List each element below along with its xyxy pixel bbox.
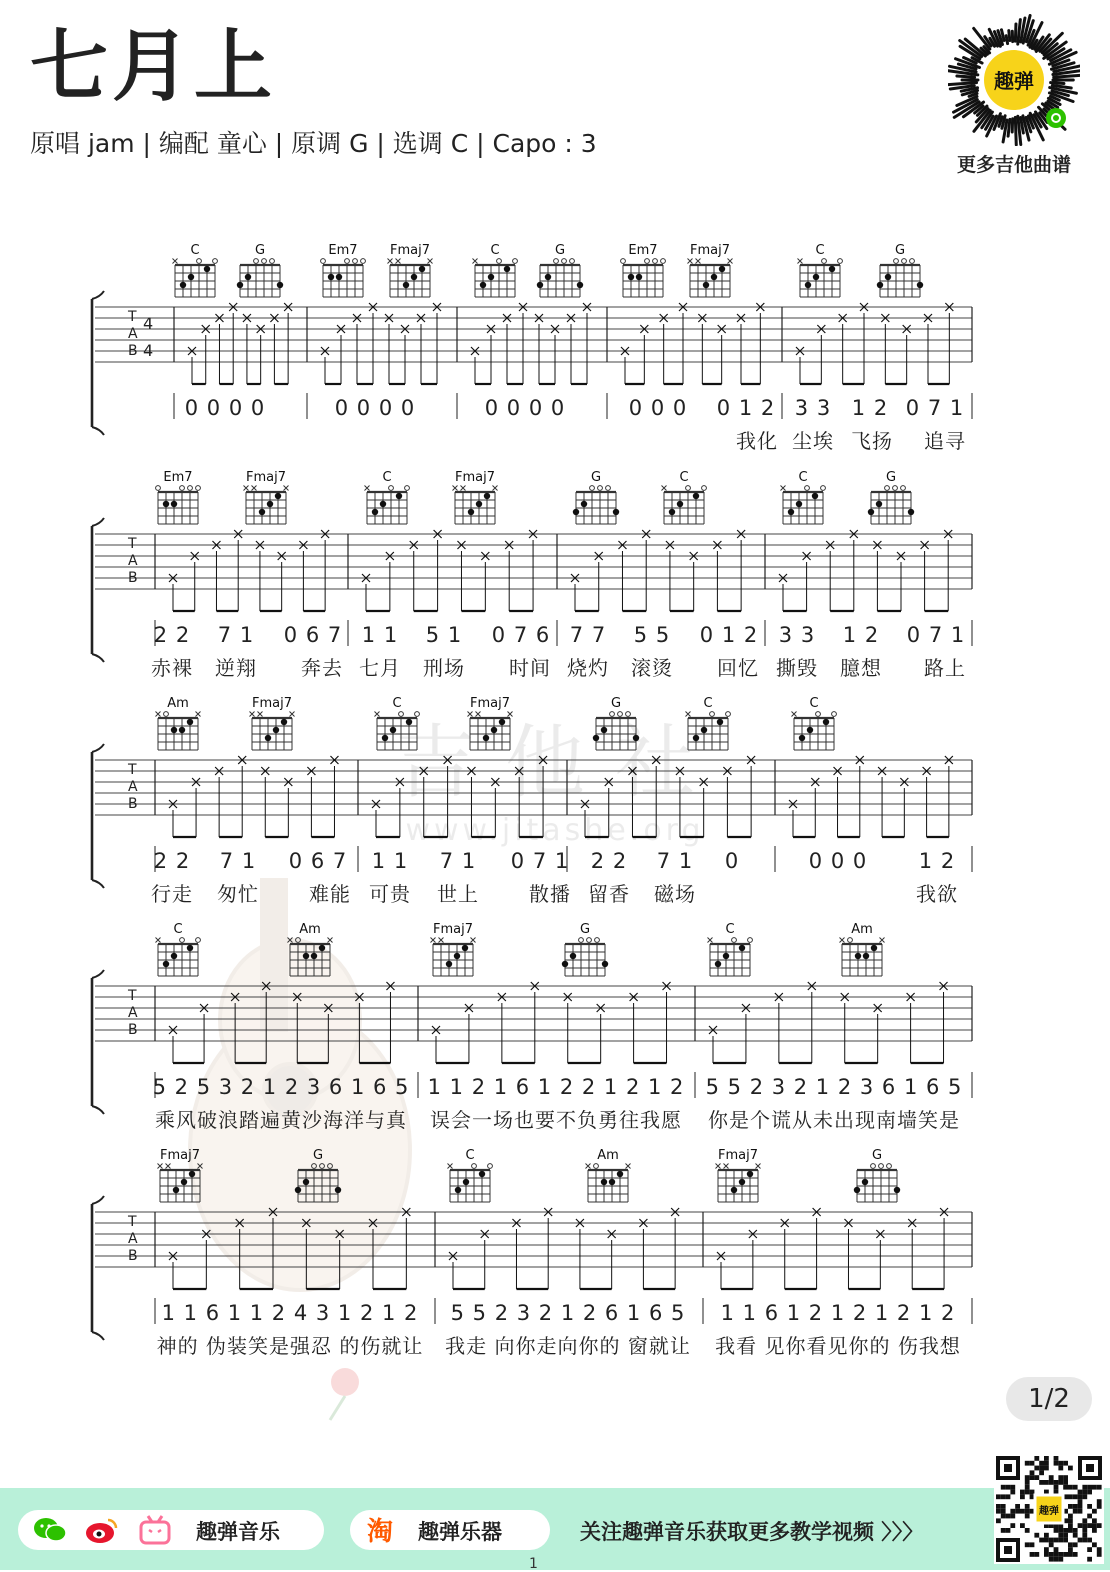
chord-name: G — [530, 243, 590, 258]
social-label[interactable]: 趣弹音乐 — [196, 1516, 280, 1546]
chord-grid — [678, 710, 738, 758]
chord-name: G — [555, 922, 615, 937]
chord-name: C — [784, 696, 844, 711]
lyric: 误会一场也要不负勇往我愿 — [430, 1104, 682, 1133]
lyric: 留香 — [588, 878, 630, 907]
chord-name: G — [566, 470, 626, 485]
jianpu-notes: 1 1 6 1 2 1 2 1 2 1 2 — [721, 1301, 956, 1325]
chord-grid — [423, 936, 483, 984]
lyric: 你是个谎从未出现南墙笑是 — [708, 1104, 960, 1133]
chord-name: C — [678, 696, 738, 711]
lyric: 散播 — [529, 878, 571, 907]
lyric: 奔去 — [301, 652, 343, 681]
chord-diagram-c — [700, 922, 760, 984]
chord-grid — [847, 1162, 907, 1210]
chord-name: Fmaj7 — [150, 1148, 210, 1163]
lyric: 赤裸 — [151, 652, 193, 681]
lyric: 烧灼 — [567, 652, 609, 681]
lyric: 时间 — [509, 652, 551, 681]
chord-grid — [242, 710, 302, 758]
chord-diagram-fmaj7 — [380, 243, 440, 305]
tab-clef-letter: B — [128, 1248, 138, 1264]
jianpu-notes: 2 2 — [591, 849, 627, 873]
chord-diagram-am — [832, 922, 892, 984]
chord-name: Fmaj7 — [460, 696, 520, 711]
chord-grid — [357, 484, 417, 532]
lyric: 撕毁 — [776, 652, 818, 681]
jianpu-notes: 0 6 7 — [284, 623, 342, 647]
chord-diagram-c — [773, 470, 833, 532]
chord-name: G — [230, 243, 290, 258]
tab-clef-letter: T — [127, 988, 137, 1004]
chord-name: C — [465, 243, 525, 258]
tab-clef-letter: A — [128, 779, 138, 795]
mini-program-caption: 更多吉他曲谱 — [940, 150, 1088, 177]
jianpu-notes: 0 6 7 — [289, 849, 347, 873]
jianpu-notes: 0 0 0 — [629, 396, 687, 420]
jianpu-notes: 1 1 2 1 6 1 2 2 1 2 1 2 — [428, 1075, 685, 1099]
chord-name: C — [165, 243, 225, 258]
tab-clef-letter: B — [128, 796, 138, 812]
lyric: 我化 — [736, 425, 778, 454]
jianpu-notes: 0 7 6 — [492, 623, 550, 647]
chord-grid — [465, 257, 525, 305]
chord-grid — [288, 1162, 348, 1210]
chord-diagram-g — [288, 1148, 348, 1210]
chord-diagram-c — [654, 470, 714, 532]
jianpu-notes: 0 7 1 — [511, 849, 569, 873]
chord-diagram-g — [230, 243, 290, 305]
chord-name: Fmaj7 — [380, 243, 440, 258]
time-signature-top: 4 — [143, 314, 153, 333]
chord-name: Fmaj7 — [445, 470, 505, 485]
watermark-url: www.jitashe.org — [405, 813, 704, 848]
chord-grid — [773, 484, 833, 532]
jianpu-notes: 1 1 6 1 1 2 4 3 1 2 1 2 — [162, 1301, 419, 1325]
chord-diagram-am — [148, 696, 208, 758]
chord-name: Am — [280, 922, 340, 937]
chord-grid — [148, 484, 208, 532]
chord-name: Em7 — [313, 243, 373, 258]
jianpu-notes: 1 1 — [362, 623, 398, 647]
chord-diagram-am — [578, 1148, 638, 1210]
chord-grid — [586, 710, 646, 758]
lyric: 尘埃 — [792, 425, 834, 454]
chord-diagram-em7 — [613, 243, 673, 305]
tab-clef-letter: T — [127, 536, 137, 552]
chord-diagram-c — [367, 696, 427, 758]
jianpu-notes: 2 2 — [154, 623, 190, 647]
footer-qr-code[interactable] — [994, 1454, 1104, 1564]
wechat-icon[interactable] — [32, 1516, 68, 1544]
chord-diagram-em7 — [148, 470, 208, 532]
score-system — [0, 1148, 1110, 1374]
chord-name: C — [654, 470, 714, 485]
chord-name: C — [357, 470, 417, 485]
song-title: 七月上 — [30, 28, 276, 106]
chord-grid — [708, 1162, 768, 1210]
tab-clef-letter: B — [128, 570, 138, 586]
chord-grid — [440, 1162, 500, 1210]
chord-grid — [236, 484, 296, 532]
lyric: 路上 — [924, 652, 966, 681]
chord-name: Am — [578, 1148, 638, 1163]
mini-program-badge: 趣弹 — [994, 69, 1034, 93]
weibo-icon[interactable] — [84, 1514, 120, 1546]
chord-diagram-em7 — [313, 243, 373, 305]
jianpu-notes: 7 1 — [440, 849, 476, 873]
chord-diagram-c — [165, 243, 225, 305]
chord-name: C — [700, 922, 760, 937]
jianpu-notes: 5 2 5 3 2 1 2 3 6 1 6 5 — [153, 1075, 410, 1099]
jianpu-notes: 0 1 2 — [700, 623, 758, 647]
chord-name: Fmaj7 — [236, 470, 296, 485]
jianpu-notes: 0 7 1 — [906, 396, 964, 420]
chord-grid — [654, 484, 714, 532]
svg-text:淘: 淘 — [367, 1517, 393, 1545]
jianpu-notes: 0 0 0 0 — [335, 396, 415, 420]
mini-program-icon — [1046, 108, 1066, 128]
lyric: 世上 — [437, 878, 479, 907]
watermark-text: 吉他社 — [395, 716, 725, 809]
chord-diagram-c — [784, 696, 844, 758]
jianpu-notes: 0 0 0 0 — [185, 396, 265, 420]
chord-name: Fmaj7 — [680, 243, 740, 258]
lyric: 磁场 — [654, 878, 696, 907]
taobao-icon[interactable] — [364, 1515, 396, 1545]
chord-diagram-g — [555, 922, 615, 984]
tab-clef-letter: A — [128, 326, 138, 342]
chord-name: G — [847, 1148, 907, 1163]
chord-grid — [148, 710, 208, 758]
tab-clef-letter: T — [127, 309, 137, 325]
jianpu-notes: 3 3 — [779, 623, 815, 647]
chord-grid — [380, 257, 440, 305]
chord-diagram-c — [678, 696, 738, 758]
follow-banner[interactable]: 关注趣弹音乐获取更多教学视频 〉〉〉 — [580, 1516, 923, 1546]
page-indicator: 1/2 — [1006, 1377, 1092, 1421]
chord-diagram-g — [861, 470, 921, 532]
jianpu-notes: 5 5 2 3 2 1 2 6 1 6 5 — [451, 1301, 686, 1325]
chord-grid — [313, 257, 373, 305]
chord-grid — [861, 484, 921, 532]
chord-diagram-fmaj7 — [708, 1148, 768, 1210]
jianpu-notes: 5 5 2 3 2 1 2 3 6 1 6 5 — [706, 1075, 963, 1099]
tab-clef-letter: T — [127, 762, 137, 778]
chord-grid — [790, 257, 850, 305]
chord-grid — [784, 710, 844, 758]
lyric: 刑场 — [423, 652, 465, 681]
chord-grid — [150, 1162, 210, 1210]
lyric: 我欲 — [916, 878, 958, 907]
chord-diagram-c — [440, 1148, 500, 1210]
jianpu-notes: 3 3 — [795, 396, 831, 420]
lyric: 滚烫 — [631, 652, 673, 681]
chord-diagram-g — [870, 243, 930, 305]
chord-grid — [148, 936, 208, 984]
chord-name: G — [586, 696, 646, 711]
tab-clef-letter: A — [128, 1231, 138, 1247]
jianpu-notes: 0 — [725, 849, 739, 873]
chord-diagram-c — [465, 243, 525, 305]
lyric: 匆忙 — [217, 878, 259, 907]
lyric: 七月 — [359, 652, 401, 681]
chord-diagram-fmaj7 — [242, 696, 302, 758]
chord-grid — [530, 257, 590, 305]
time-signature-bottom: 4 — [143, 341, 153, 360]
tab-clef-letter: B — [128, 1022, 138, 1038]
page-number: 1 — [529, 1556, 538, 1572]
chord-diagram-c — [148, 922, 208, 984]
chord-name: Fmaj7 — [708, 1148, 768, 1163]
chord-diagram-fmaj7 — [460, 696, 520, 758]
chord-diagram-fmaj7 — [680, 243, 740, 305]
chord-name: Am — [148, 696, 208, 711]
jianpu-notes: 1 1 — [372, 849, 408, 873]
chord-name: Fmaj7 — [423, 922, 483, 937]
lyric: 回忆 — [717, 652, 759, 681]
lyric: 臆想 — [840, 652, 882, 681]
chord-grid — [367, 710, 427, 758]
chord-diagram-fmaj7 — [150, 1148, 210, 1210]
lyric: 逆翔 — [215, 652, 257, 681]
chord-diagram-g — [566, 470, 626, 532]
jianpu-notes: 7 1 — [220, 849, 256, 873]
lyric: 神的 伪装笑是强忍 的伤就让 — [157, 1330, 424, 1359]
chord-name: C — [790, 243, 850, 258]
chord-grid — [165, 257, 225, 305]
chord-name: G — [288, 1148, 348, 1163]
chord-name: G — [870, 243, 930, 258]
footer-qr-badge: 趣弹 — [1039, 1504, 1059, 1517]
chord-diagram-c — [357, 470, 417, 532]
chord-name: Am — [832, 922, 892, 937]
chord-diagram-fmaj7 — [445, 470, 505, 532]
jianpu-notes: 7 1 — [657, 849, 693, 873]
lyric: 乘风破浪踏遍黄沙海洋与真 — [155, 1104, 407, 1133]
chord-name: C — [440, 1148, 500, 1163]
chord-grid — [460, 710, 520, 758]
chord-grid — [700, 936, 760, 984]
jianpu-notes: 0 0 0 — [809, 849, 867, 873]
jianpu-notes: 1 2 — [919, 849, 955, 873]
score-system — [0, 922, 1110, 1148]
jianpu-notes: 0 0 0 0 — [485, 396, 565, 420]
chord-grid — [566, 484, 626, 532]
chord-diagram-fmaj7 — [236, 470, 296, 532]
lyric: 难能 — [309, 878, 351, 907]
chord-diagram-am — [280, 922, 340, 984]
chord-name: Fmaj7 — [242, 696, 302, 711]
chord-grid — [555, 936, 615, 984]
chord-name: G — [861, 470, 921, 485]
rose-illustration — [330, 1368, 359, 1420]
chord-diagram-g — [530, 243, 590, 305]
chord-diagram-c — [790, 243, 850, 305]
score-system — [0, 243, 1110, 469]
chord-grid — [578, 1162, 638, 1210]
bilibili-icon[interactable] — [138, 1514, 172, 1546]
jianpu-notes: 2 2 — [154, 849, 190, 873]
lyric: 飞扬 — [851, 425, 893, 454]
chord-grid — [613, 257, 673, 305]
chord-diagram-fmaj7 — [423, 922, 483, 984]
chord-grid — [870, 257, 930, 305]
jianpu-notes: 5 1 — [426, 623, 462, 647]
chord-grid — [832, 936, 892, 984]
lyric: 追寻 — [924, 425, 966, 454]
tab-clef-letter: A — [128, 553, 138, 569]
jianpu-notes: 0 7 1 — [907, 623, 965, 647]
jianpu-notes: 7 7 — [570, 623, 606, 647]
jianpu-notes: 5 5 — [634, 623, 670, 647]
chord-grid — [680, 257, 740, 305]
mini-program-code[interactable] — [948, 14, 1080, 146]
chord-name: Em7 — [613, 243, 673, 258]
chord-grid — [445, 484, 505, 532]
chord-diagram-g — [847, 1148, 907, 1210]
tab-clef-letter: A — [128, 1005, 138, 1021]
chord-name: C — [367, 696, 427, 711]
chord-name: C — [773, 470, 833, 485]
jianpu-notes: 1 2 — [843, 623, 879, 647]
jianpu-notes: 0 1 2 — [717, 396, 775, 420]
chord-name: C — [148, 922, 208, 937]
shop-label[interactable]: 趣弹乐器 — [418, 1516, 502, 1546]
lyric: 可贵 — [369, 878, 411, 907]
chord-grid — [230, 257, 290, 305]
lyric: 行走 — [151, 878, 193, 907]
lyric: 我走 向你走向你的 窗就让 — [445, 1330, 691, 1359]
chord-name: Em7 — [148, 470, 208, 485]
tab-clef-letter: B — [128, 343, 138, 359]
chord-diagram-g — [586, 696, 646, 758]
song-meta: 原唱 jam | 编配 童心 | 原调 G | 选调 C | Capo : 3 — [30, 124, 597, 160]
jianpu-notes: 7 1 — [218, 623, 254, 647]
chord-grid — [280, 936, 340, 984]
score-system — [0, 470, 1110, 696]
score-system — [0, 696, 1110, 922]
jianpu-notes: 1 2 — [852, 396, 888, 420]
lyric: 我看 见你看见你的 伤我想 — [715, 1330, 961, 1359]
tab-clef-letter: T — [127, 1214, 137, 1230]
